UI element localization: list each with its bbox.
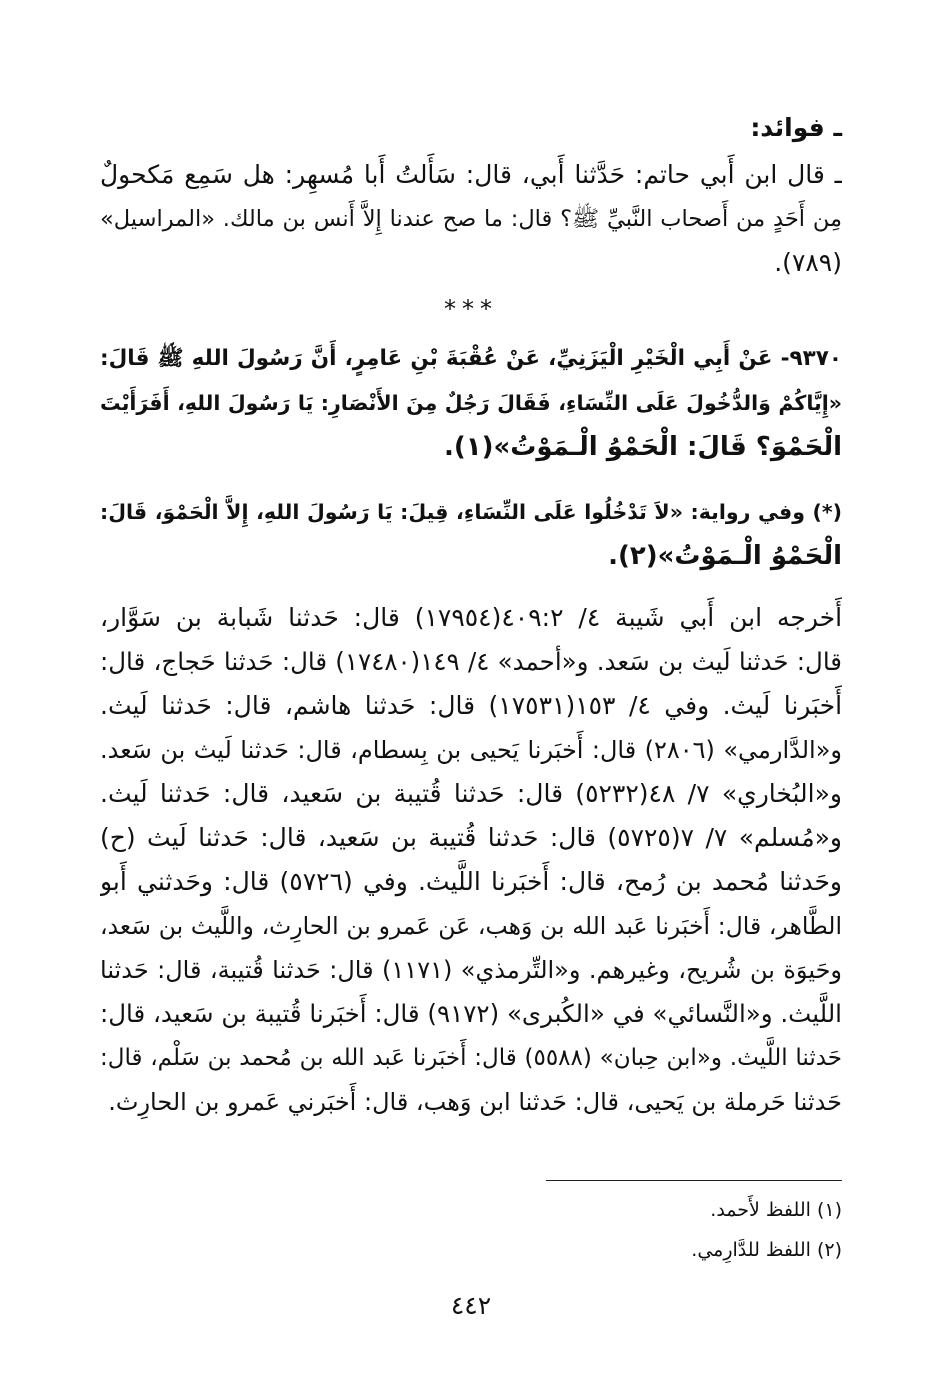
text-line: و«مُسلم» ٧/ ٧(٥٧٢٥) قال: حَدثنا قُتيبة بن سَعيد، قال: حَدثنا لَيث (ح) xyxy=(100,823,842,852)
text-line: مِن أَحَدٍ من أَصحاب النَّبيِّ ﷺ؟ قال: ما صح عندنا إِلاَّ أَنس بن مالك. «المراسيل» xyxy=(100,206,842,232)
text-line: الْحَمْوُ الْـمَوْتُ»(٢). xyxy=(608,541,842,571)
text-line: وحَدثنا مُحمد بن رُمح، قال: أَخبَرنا اللَّيث. وفي (٥٧٢٦) قال: وحَدثني أَبو xyxy=(100,867,842,896)
takhrij-paragraph xyxy=(100,596,842,1124)
text-line: ـ قال ابن أَبي حاتم: حَدَّثنا أَبي، قال: سَأَلتُ أَبا مُسهِر: هل سَمِع مَكحولٌ xyxy=(100,160,842,189)
section-heading: ـ فوائد: xyxy=(750,113,842,142)
footnote-2: (٢) اللفظ للدَّارِمي. xyxy=(691,1239,842,1261)
footnote-divider xyxy=(546,1180,842,1181)
text-line: قال: حَدثنا لَيث بن سَعد. و«أحمد» ٤/ ١٤٩(١٧٤٨٠) قال: حَدثنا حَجاج، قال: xyxy=(100,647,842,676)
text-line: ٩٣٧٠- عَنْ أَبِي الْخَيْرِ الْيَزَنِيِّ، عَنْ عُقْبَةَ بْنِ عَامِرٍ، أَنَّ رَسُولَ اللهِ ﷺ قَالَ: xyxy=(100,346,842,371)
text-line: حَدثنا حَرملة بن يَحيى، قال: حَدثنا ابن وَهب، قال: أَخبَرني عَمرو بن الحارِث. xyxy=(108,1088,842,1116)
text-line: أَخرجه ابن أَبي شَيبة ٤/ ٤٠٩:٢(١٧٩٥٤) قال: حَدثنا شَبابة بن سَوَّار، xyxy=(100,603,842,632)
document-page xyxy=(100,0,842,1383)
text-line: (*) وفي رواية: «لاَ تَدْخُلُوا عَلَى النِّسَاءِ، قِيلَ: يَا رَسُولَ اللهِ، إِلاَّ الْحَمْوَ، قَالَ: xyxy=(100,500,842,524)
text-line: أَخبَرنا لَيث. وفي ٤/ ١٥٣(١٧٥٣١) قال: حَدثنا هاشم، قال: حَدثنا لَيث. xyxy=(100,691,842,720)
page-number: ٤٤٢ xyxy=(450,1291,492,1320)
footnote-1: (١) اللفظ لأَحمد. xyxy=(710,1199,842,1221)
text-line: و«الدَّارمي» (٢٨٠٦) قال: أَخبَرنا يَحيى بن بِسطام، قال: حَدثنا لَيث بن سَعد. xyxy=(100,736,842,764)
fawaid-paragraph xyxy=(100,153,842,285)
text-line: الطَّاهر، قال: أَخبَرنا عَبد الله بن وَهب، عَن عَمرو بن الحارِث، واللَّيث بن سَعد، xyxy=(100,912,842,940)
text-line: و«البُخاري» ٧/ ٤٨(٥٢٣٢) قال: حَدثنا قُتيبة بن سَعيد، قال: حَدثنا لَيث. xyxy=(100,779,842,808)
hadith-text xyxy=(100,337,842,469)
text-line: اللَّيث. و«النَّسائي» في «الكُبرى» (٩١٧٢) قال: أَخبَرنا قُتيبة بن سَعيد، قال: xyxy=(100,999,842,1028)
text-line: «إِيَّاكُمْ وَالدُّخُولَ عَلَى النِّسَاءِ، فَقَالَ رَجُلٌ مِنَ الأَنْصَارِ: يَا رَسُولَ اللهِ، أَفَرَأَيْتَ xyxy=(100,391,842,415)
variant-narration xyxy=(100,490,842,578)
text-line: (٧٨٩). xyxy=(774,248,842,277)
text-line: الْحَمْوَ؟ قَالَ: الْحَمْوُ الْـمَوْتُ»(١). xyxy=(443,432,842,462)
section-separator: *** xyxy=(444,295,498,323)
text-line: وحَيوَة بن شُريح، وغيرهم. و«التِّرمذي» (١١٧١) قال: حَدثنا قُتيبة، قال: حَدثنا xyxy=(100,956,842,984)
text-line: حَدثنا اللَّيث. و«ابن حِبان» (٥٥٨٨) قال: أَخبَرنا عَبد الله بن مُحمد بن سَلْم، قال: xyxy=(100,1045,842,1071)
